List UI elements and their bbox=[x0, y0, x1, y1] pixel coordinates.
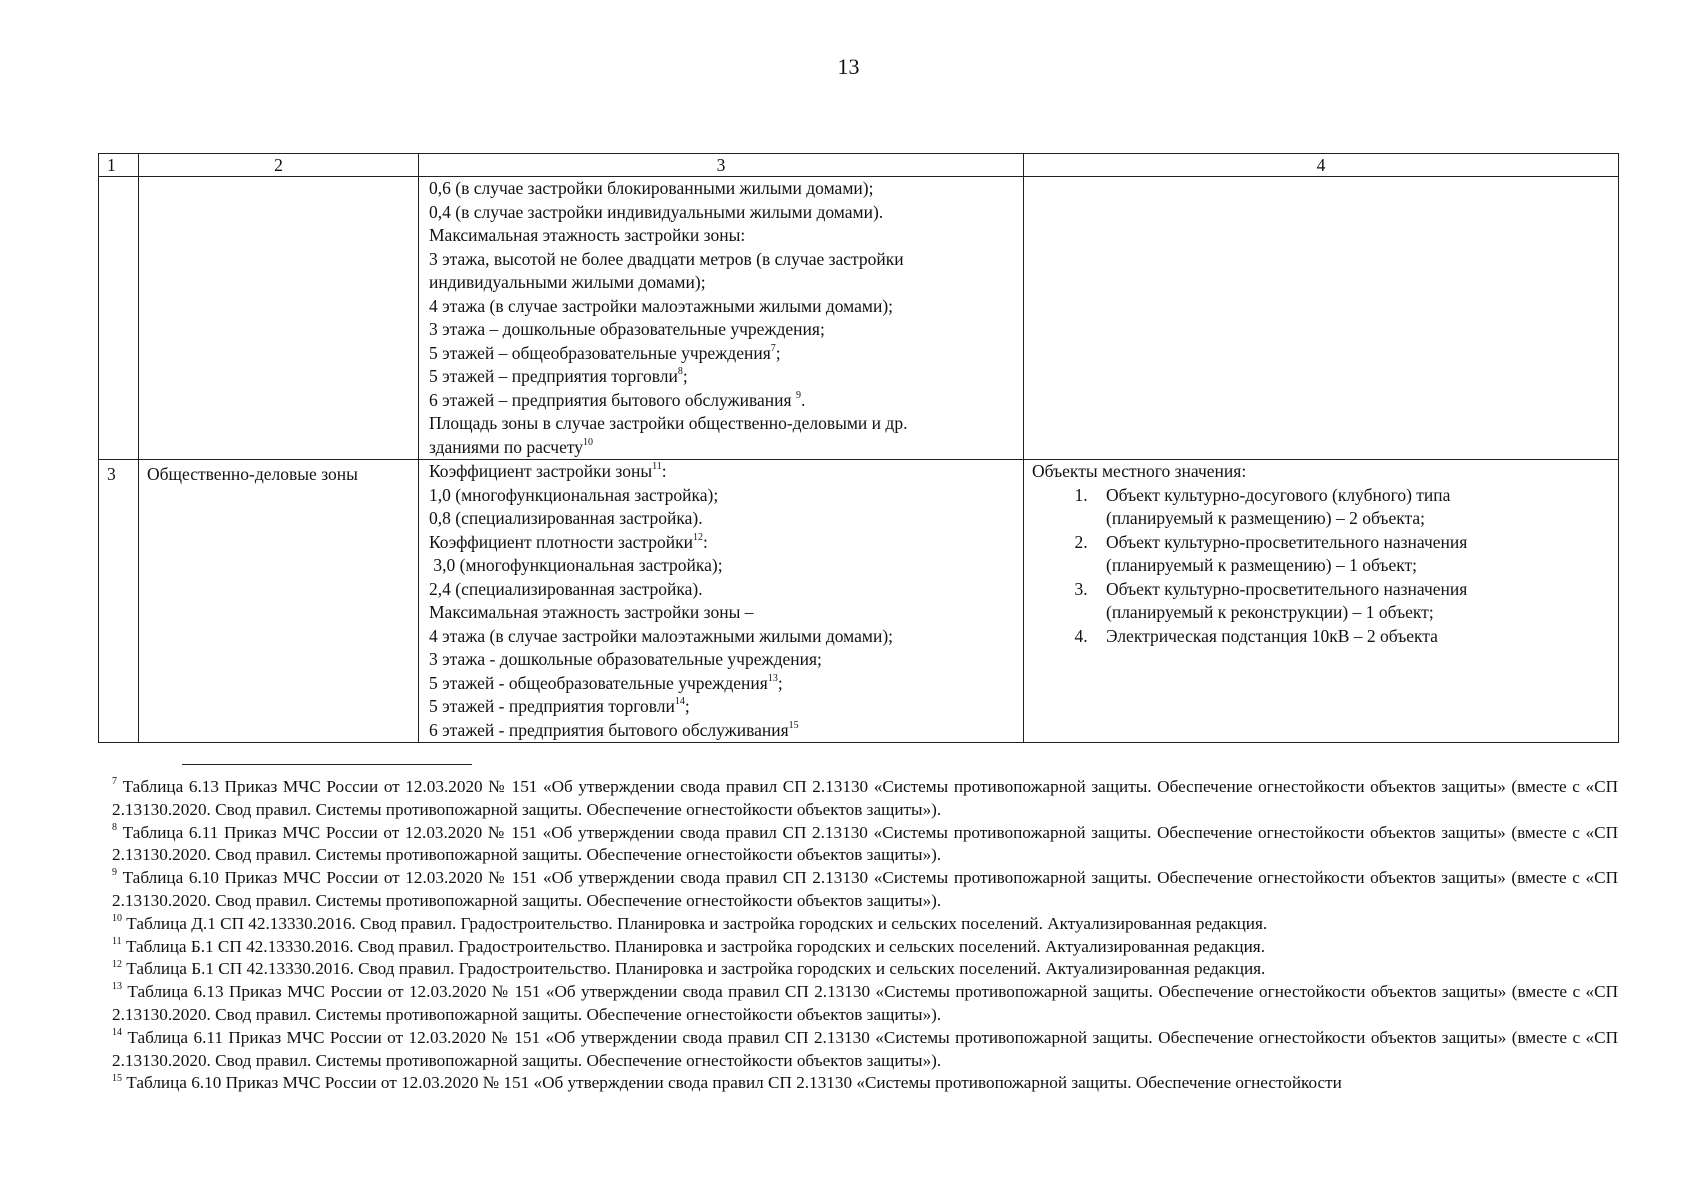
parameter-text: Максимальная этажность застройки зоны: bbox=[429, 225, 746, 245]
header-col-1: 1 bbox=[99, 154, 139, 177]
footnote-text: Таблица 6.13 Приказ МЧС России от 12.03.2020 № 151 «Об утверждении свода правил СП 2.13130 «Системы противопожарной защиты. Обеспечение огнестойкости объектов защиты» (вместе с «СП 2.13130.2020. Свод правил. Системы противопожарной защиты. Обеспечение огнестойкости объектов защиты»). bbox=[112, 777, 1618, 819]
object-name: 2. Объект культурно-просветительного назначения bbox=[1106, 531, 1468, 552]
footnote-divider bbox=[182, 764, 472, 765]
header-col-4: 4 bbox=[1024, 154, 1619, 177]
parameter-line bbox=[427, 719, 1015, 743]
footnote-ref: 13 bbox=[767, 672, 778, 684]
object-status: (планируемый к размещению) – 1 объект; bbox=[1106, 555, 1418, 575]
footnote-number: 11 bbox=[112, 935, 122, 947]
footnote-number: 12 bbox=[112, 958, 122, 970]
footnote bbox=[112, 981, 1618, 1027]
parameter-text: 6 этажей - предприятия бытового обслуживания bbox=[429, 719, 789, 740]
objects-title: Объекты местного значения: bbox=[1032, 461, 1247, 481]
footnote-number: 7 bbox=[112, 776, 117, 788]
footnote-ref: 11 bbox=[652, 461, 662, 473]
footnote-text: Таблица 6.11 Приказ МЧС России от 12.03.2020 № 151 «Об утверждении свода правил СП 2.13130 «Системы противопожарной защиты. Обеспечение огнестойкости объектов защиты» (вместе с «СП 2.13130.2020. Свод правил. Системы противопожарной защиты. Обеспечение огнестойкости объектов защиты»). bbox=[112, 822, 1618, 865]
footnote-ref: 8 bbox=[677, 366, 683, 378]
parameter-text: 4 этажа (в случае застройки малоэтажными жилыми домами); bbox=[429, 625, 894, 646]
footnotes bbox=[112, 776, 1618, 1095]
parameter-line bbox=[427, 412, 1015, 436]
footnote-number: 15 bbox=[112, 1072, 122, 1084]
footnote-text: Таблица 6.10 Приказ МЧС России от 12.03.2020 № 151 «Об утверждении свода правил СП 2.13130 «Системы противопожарной защиты. Обеспечение огнестойкости bbox=[122, 1073, 1342, 1093]
footnote-text: Таблица Б.1 СП 42.13330.2016. Свод правил. Градостроительство. Планировка и застройка городских и сельских поселений. Актуализированная редакция. bbox=[122, 959, 1266, 979]
parameter-line bbox=[427, 177, 1015, 201]
parameter-line bbox=[427, 389, 1015, 413]
parameter-line bbox=[427, 578, 1015, 602]
footnote-number: 8 bbox=[112, 821, 117, 833]
parameter-punct: : bbox=[703, 531, 708, 552]
footnote bbox=[112, 958, 1618, 981]
table-header-row bbox=[99, 154, 1619, 177]
parameter-line bbox=[427, 648, 1015, 672]
footnote-ref: 12 bbox=[693, 531, 704, 543]
parameter-line bbox=[427, 271, 1015, 295]
footnote-number: 10 bbox=[112, 913, 122, 925]
parameter-text: Коэффициент плотности застройки bbox=[429, 531, 694, 552]
footnote-text: Таблица 6.11 Приказ МЧС России от 12.03.2020 № 151 «Об утверждении свода правил СП 2.13130 «Системы противопожарной защиты. Обеспечение огнестойкости объектов защиты» (вместе с «СП 2.13130.2020. Свод правил. Системы противопожарной защиты. Обеспечение огнестойкости объектов защиты»). bbox=[112, 1027, 1618, 1070]
footnote-text: Таблица Д.1 СП 42.13330.2016. Свод правил. Градостроительство. Планировка и застройка городских и сельских поселений. Актуализированная редакция. bbox=[122, 913, 1268, 933]
parameter-text: 3 этажа - дошкольные образовательные учреждения; bbox=[429, 649, 822, 669]
parameter-text: Площадь зоны в случае застройки общественно-деловыми и др. bbox=[429, 413, 908, 433]
parameter-text: 3 этажа – дошкольные образовательные учреждения; bbox=[429, 319, 825, 339]
object-name: 3. Объект культурно-просветительного назначения bbox=[1106, 578, 1468, 599]
footnote bbox=[112, 1072, 1618, 1095]
footnote-number: 14 bbox=[112, 1027, 122, 1039]
footnote-text: Таблица Б.1 СП 42.13330.2016. Свод правил. Градостроительство. Планировка и застройка городских и сельских поселений. Актуализированная редакция. bbox=[121, 936, 1265, 956]
parameter-line bbox=[427, 507, 1015, 531]
table-row bbox=[99, 460, 1619, 743]
parameter-text: 1,0 (многофункциональная застройка); bbox=[429, 484, 719, 505]
footnote bbox=[112, 936, 1618, 959]
footnote bbox=[112, 822, 1618, 868]
parameter-text: индивидуальными жилыми домами); bbox=[429, 272, 706, 292]
parameter-text: 5 этажей - предприятия торговли bbox=[429, 696, 675, 716]
zone-name: Общественно-деловые зоны bbox=[139, 460, 419, 743]
list-item bbox=[1092, 484, 1610, 531]
parameter-text: 0,8 (специализированная застройка). bbox=[429, 508, 703, 528]
parameter-text: 5 этажей – общеобразовательные учреждения bbox=[429, 342, 771, 363]
parameter-text: 3 этажа, высотой не более двадцати метров (в случае застройки bbox=[429, 248, 904, 269]
parameter-line bbox=[427, 224, 1015, 248]
parameter-line bbox=[427, 365, 1015, 389]
header-col-3: 3 bbox=[419, 154, 1024, 177]
footnote-number: 13 bbox=[112, 981, 122, 993]
object-name: 4. Электрическая подстанция 10кВ – 2 объекта bbox=[1106, 625, 1438, 646]
list-item bbox=[1092, 625, 1610, 649]
parameter-text: 6 этажей – предприятия бытового обслуживания bbox=[429, 389, 796, 410]
zone-name bbox=[139, 177, 419, 460]
parameter-text: 3,0 (многофункциональная застройка); bbox=[429, 555, 723, 575]
zone-parameters bbox=[419, 460, 1024, 743]
parameter-line bbox=[427, 695, 1015, 719]
objects-list bbox=[1032, 484, 1610, 649]
parameter-line bbox=[427, 318, 1015, 342]
parameter-line bbox=[427, 342, 1015, 366]
list-item bbox=[1092, 531, 1610, 578]
planned-objects bbox=[1024, 177, 1619, 460]
list-item bbox=[1092, 578, 1610, 625]
parameter-line bbox=[427, 248, 1015, 272]
parameter-line bbox=[427, 436, 1015, 460]
parameter-text: 5 этажей - общеобразовательные учреждения bbox=[429, 672, 768, 693]
parameter-line bbox=[427, 672, 1015, 696]
parameter-line bbox=[427, 201, 1015, 225]
parameter-punct: ; bbox=[682, 366, 688, 386]
parameter-text: 4 этажа (в случае застройки малоэтажными жилыми домами); bbox=[429, 295, 894, 316]
parameter-text: Максимальная этажность застройки зоны – bbox=[429, 602, 754, 622]
object-status: (планируемый к реконструкции) – 1 объект; bbox=[1106, 602, 1434, 622]
footnote-number: 9 bbox=[112, 867, 117, 879]
footnote bbox=[112, 913, 1618, 936]
footnote bbox=[112, 776, 1618, 822]
row-number bbox=[99, 177, 139, 460]
parameter-text: 2,4 (специализированная застройка). bbox=[429, 578, 703, 599]
parameter-punct: ; bbox=[777, 672, 783, 693]
zoning-table bbox=[98, 153, 1619, 743]
parameter-text: 0,6 (в случае застройки блокированными жилыми домами); bbox=[429, 178, 874, 198]
parameter-text: 5 этажей – предприятия торговли bbox=[429, 366, 678, 386]
parameter-punct: : bbox=[661, 461, 667, 481]
footnote-ref: 14 bbox=[674, 696, 685, 708]
footnote-ref: 15 bbox=[788, 719, 799, 731]
parameter-line bbox=[427, 601, 1015, 625]
parameter-text: Коэффициент застройки зоны bbox=[429, 461, 653, 481]
planned-objects bbox=[1024, 460, 1619, 743]
table-row bbox=[99, 177, 1619, 460]
footnote-ref: 10 bbox=[583, 436, 594, 448]
footnote-ref: 9 bbox=[795, 389, 801, 401]
parameter-line bbox=[427, 484, 1015, 508]
parameter-punct: . bbox=[800, 389, 806, 410]
row-number: 3 bbox=[99, 460, 139, 743]
zone-parameters bbox=[419, 177, 1024, 460]
parameter-line bbox=[427, 295, 1015, 319]
parameter-line bbox=[427, 625, 1015, 649]
parameter-text: 0,4 (в случае застройки индивидуальными жилыми домами). bbox=[429, 201, 884, 222]
footnote bbox=[112, 1027, 1618, 1073]
parameter-line bbox=[427, 531, 1015, 555]
parameter-line bbox=[427, 554, 1015, 578]
footnote bbox=[112, 867, 1618, 913]
parameter-punct: ; bbox=[775, 342, 781, 363]
object-status: (планируемый к размещению) – 2 объекта; bbox=[1106, 508, 1425, 528]
object-name: 1. Объект культурно-досугового (клубного) типа bbox=[1106, 484, 1451, 505]
page-number: 13 bbox=[837, 54, 860, 79]
parameter-punct: ; bbox=[684, 696, 690, 716]
footnote-text: Таблица 6.10 Приказ МЧС России от 12.03.2020 № 151 «Об утверждении свода правил СП 2.13130 «Системы противопожарной защиты. Обеспечение огнестойкости объектов защиты» (вместе с «СП 2.13130.2020. Свод правил. Системы противопожарной защиты. Обеспечение огнестойкости объектов защиты»). bbox=[112, 868, 1618, 910]
footnote-ref: 7 bbox=[770, 342, 776, 354]
parameter-text: зданиями по расчету bbox=[429, 436, 584, 457]
header-col-2: 2 bbox=[139, 154, 419, 177]
parameter-line bbox=[427, 460, 1015, 484]
footnote-text: Таблица 6.13 Приказ МЧС России от 12.03.2020 № 151 «Об утверждении свода правил СП 2.13130 «Системы противопожарной защиты. Обеспечение огнестойкости объектов защиты» (вместе с «СП 2.13130.2020. Свод правил. Системы противопожарной защиты. Обеспечение огнестойкости объектов защиты»). bbox=[112, 982, 1618, 1024]
